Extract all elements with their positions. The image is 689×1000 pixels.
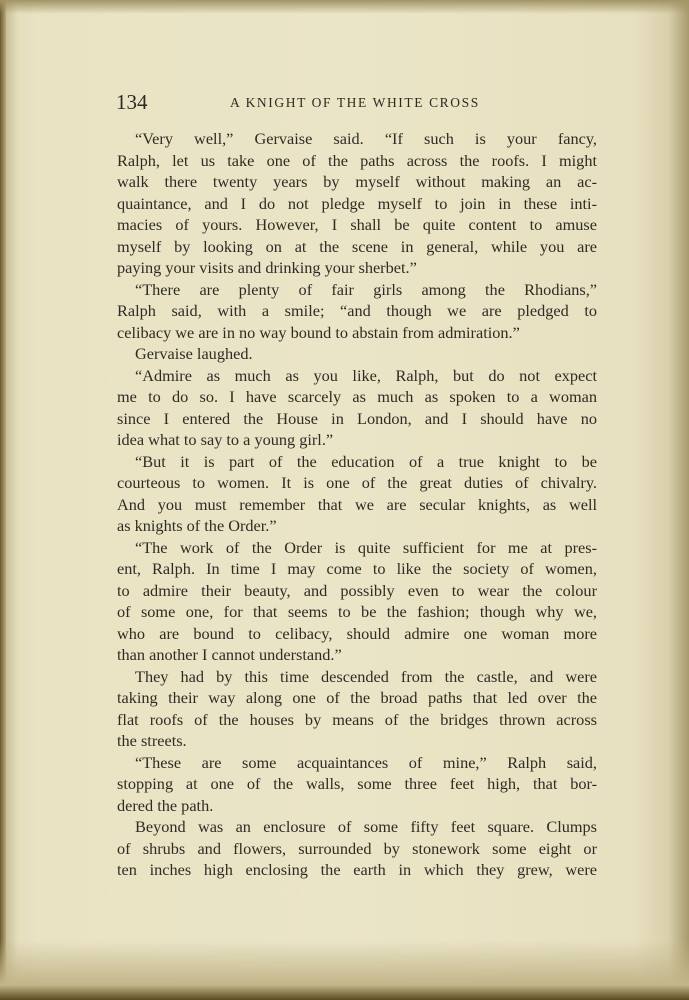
text-line: paying your visits and drinking your sherbet.” <box>117 258 417 277</box>
text-line: “But it is part of the education of a true knight to be <box>135 451 597 471</box>
text-line: “The work of the Order is quite sufficient for me at pres- <box>135 537 597 557</box>
text-line: taking their way along one of the broad paths that led over the <box>117 688 597 707</box>
text-line: celibacy we are in no way bound to abstain from admiration.” <box>117 322 520 342</box>
text-line: And you must remember that we are secular knights, as well <box>117 494 597 514</box>
text-line: Ralph, let us take one of the paths across the roofs. I might <box>117 150 597 170</box>
text-line: idea what to say to a young girl.” <box>117 430 334 449</box>
text-line: walk there twenty years by myself without making an ac- <box>117 172 597 191</box>
running-head: A KNIGHT OF THE WHITE CROSS <box>230 95 480 110</box>
text-line: of shrubs and flowers, surrounded by stonework some eight or <box>117 838 597 858</box>
page-gutter-shadow <box>0 0 6 1000</box>
page-bottom-shadow <box>0 940 689 1000</box>
text-line: “These are some acquaintances of mine,” Ralph said, <box>135 752 597 772</box>
text-line: who are bound to celibacy, should admire one woman more <box>117 623 597 643</box>
text-line: flat roofs of the houses by means of the bridges thrown across <box>117 709 597 729</box>
text-line: the streets. <box>117 731 187 750</box>
text-line: dered the path. <box>117 795 214 815</box>
text-line: Ralph said, with a smile; “and though we are pledged to <box>117 301 597 320</box>
page-number: 134 <box>116 90 148 114</box>
text-line: ten inches high enclosing the earth in which they grew, were <box>117 860 597 879</box>
text-line: They had by this time descended from the castle, and were <box>135 666 597 686</box>
text-line: as knights of the Order.” <box>117 516 277 535</box>
text-line: quaintance, and I do not pledge myself to join in these inti- <box>117 193 597 213</box>
text-line: ent, Ralph. In time I may come to like the society of women, <box>117 559 597 578</box>
text-line: to admire their beauty, and possibly even to wear the colour <box>117 580 597 600</box>
text-line: “Admire as much as you like, Ralph, but do not expect <box>135 365 597 385</box>
page-top-shadow <box>0 0 689 14</box>
text-line: since I entered the House in London, and I should have no <box>117 408 597 428</box>
text-line: courteous to women. It is one of the great duties of chivalry. <box>117 473 597 492</box>
body-text <box>117 128 597 881</box>
text-line: “Very well,” Gervaise said. “If such is your fancy, <box>135 129 597 148</box>
text-line: stopping at one of the walls, some three feet high, that bor- <box>117 774 597 793</box>
text-line: “There are plenty of fair girls among the Rhodians,” <box>135 279 597 299</box>
text-line: Beyond was an enclosure of some fifty feet square. Clumps <box>135 817 597 836</box>
text-line: me to do so. I have scarcely as much as spoken to a woman <box>117 387 597 406</box>
text-line: than another I cannot understand.” <box>117 645 342 664</box>
text-line: macies of yours. However, I shall be quite content to amuse <box>117 215 597 234</box>
text-line: myself by looking on at the scene in general, while you are <box>117 236 597 256</box>
text-line: Gervaise laughed. <box>135 344 253 363</box>
page-header <box>116 90 598 116</box>
text-line: of some one, for that seems to be the fashion; though why we, <box>117 602 597 621</box>
